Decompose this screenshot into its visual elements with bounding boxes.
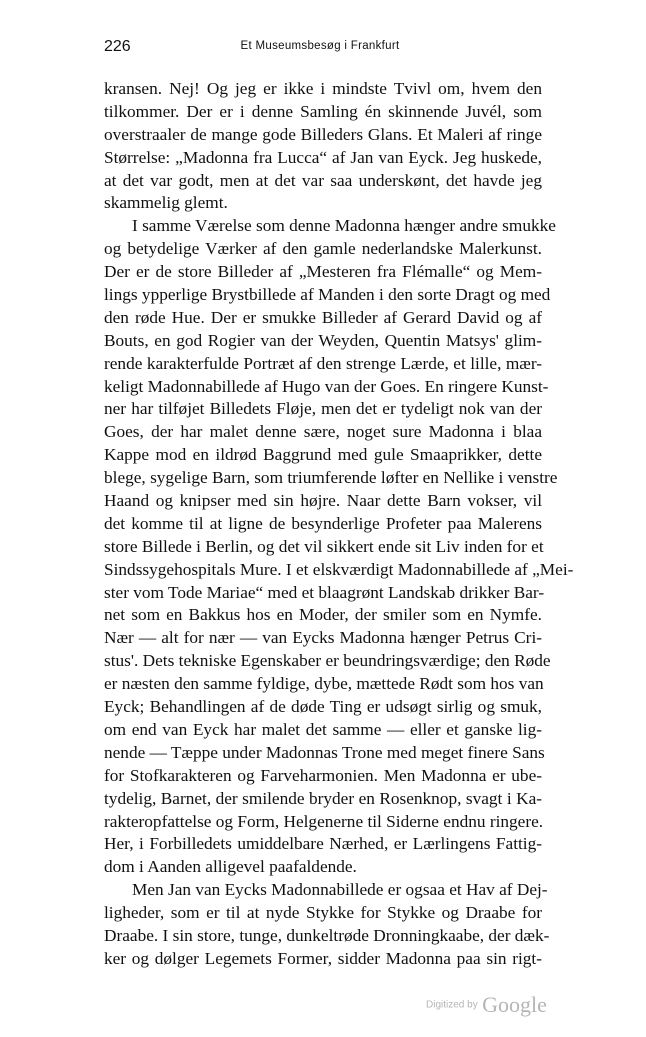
text-line: store Billede i Berlin, og det vil sikkert ende sit Liv inden for et (104, 536, 544, 556)
text-line: Eyck; Behandlingen af de døde Ting er udsøgt sirlig og smuk, (104, 697, 542, 717)
text-line: ner har tilføjet Billedets Fløje, men det er tydeligt nok van der (104, 399, 542, 419)
text-line: nende — Tæppe under Madonnas Trone med meget finere Sans (104, 742, 545, 762)
page-number: 226 (104, 38, 131, 55)
text-line: Haand og knipser med sin højre. Naar dette Barn vokser, vil (104, 491, 542, 511)
text-line: ster vom Tode Mariae“ med et blaagrønt Landskab drikker Bar- (104, 582, 545, 602)
text-line: tydelig, Barnet, der smilende bryder en Rosenknop, svagt i Ka- (104, 788, 542, 808)
text-line: keligt Madonnabillede af Hugo van der Goes. En ringere Kunst- (104, 376, 549, 396)
page-header (104, 38, 536, 60)
google-logo: Google (482, 992, 547, 1017)
text-line: det komme til at ligne de besynderlige Profeter paa Malerens (104, 513, 542, 533)
text-line: lings ypperlige Brystbillede af Manden i den sorte Dragt og med (104, 285, 551, 305)
text-line: rende karakterfulde Portræt af den strenge Lærde, et lille, mær- (104, 353, 542, 373)
text-line: kransen. Nej! Og jeg er ikke i mindste Tvivl om, hvem den (104, 79, 542, 98)
text-line: skammelig glemt. (104, 193, 228, 213)
text-line: I samme Værelse som denne Madonna hænger andre smukke (132, 216, 556, 236)
text-line: ligheder, som er til at nyde Stykke for Stykke og Draabe for (104, 903, 542, 923)
paragraph (104, 215, 574, 879)
text-line: er næsten den samme fyldige, dybe, mættede Rødt som hos van (104, 674, 544, 694)
text-line: stus'. Dets tekniske Egenskaber er beundringsværdige; den Røde (104, 651, 551, 671)
text-line: net som en Bakkus hos en Moder, der smiler som en Nymfe. (104, 605, 542, 625)
text-line: rakteropfattelse og Form, Helgenerne til Siderne endnu ringere. (104, 811, 544, 831)
digitized-label: Digitized by (426, 999, 478, 1011)
text-line: om end van Eyck har malet det samme — eller et ganske lig- (104, 719, 542, 739)
text-line: den røde Hue. Der er smukke Billeder af Gerard David og af (104, 307, 542, 327)
text-line: Størrelse: „Madonna fra Lucca“ af Jan van Eyck. Jeg huskede, (104, 147, 542, 167)
body-text (104, 78, 574, 971)
digitization-watermark (426, 992, 547, 1018)
text-line: blege, sygelige Barn, som triumferende løfter en Nellike i venstre (104, 468, 558, 488)
text-line: Draabe. I sin store, tunge, dunkeltrøde Dronningkaabe, der dæk- (104, 925, 550, 945)
text-line: Bouts, en god Rogier van der Weyden, Quentin Matsys' glim- (104, 330, 542, 350)
paragraph (104, 879, 550, 971)
text-line: Sindssygehospitals Mure. I et elskværdigt Madonnabillede af „Mei- (104, 559, 574, 579)
text-line: Der er de store Billeder af „Mesteren fra Flémalle“ og Mem- (104, 262, 542, 282)
text-line: for Stofkarakteren og Farveharmonien. Men Madonna er ube- (104, 765, 542, 785)
text-line: Men Jan van Eycks Madonnabillede er ogsaa et Hav af Dej- (132, 880, 548, 900)
text-line: Nær — alt for nær — van Eycks Madonna hænger Petrus Cri- (104, 628, 542, 648)
text-line: overstraaler de mange gode Billeders Glans. Et Maleri af ringe (104, 124, 542, 144)
text-line: Goes, der har malet denne sære, noget sure Madonna i blaa (104, 422, 542, 442)
text-line: ker og dølger Legemets Former, sidder Madonna paa sin rigt- (104, 948, 542, 968)
text-line: Kappe mod en ildrød Baggrund med gule Smaaprikker, dette (104, 445, 542, 465)
text-line: tilkommer. Der er i denne Samling én skinnende Juvél, som (104, 101, 542, 121)
text-line: at det var godt, men at det var saa underskønt, det havde jeg (104, 170, 542, 190)
running-title: Et Museumsbesøg i Frankfurt (240, 40, 400, 52)
text-line: Her, i Forbilledets umiddelbare Nærhed, er Lærlingens Fattig- (104, 834, 542, 854)
text-line: og betydelige Værker af den gamle nederlandske Malerkunst. (104, 239, 542, 259)
paragraph (104, 78, 542, 215)
text-line: dom i Aanden alligevel paafaldende. (104, 857, 357, 877)
